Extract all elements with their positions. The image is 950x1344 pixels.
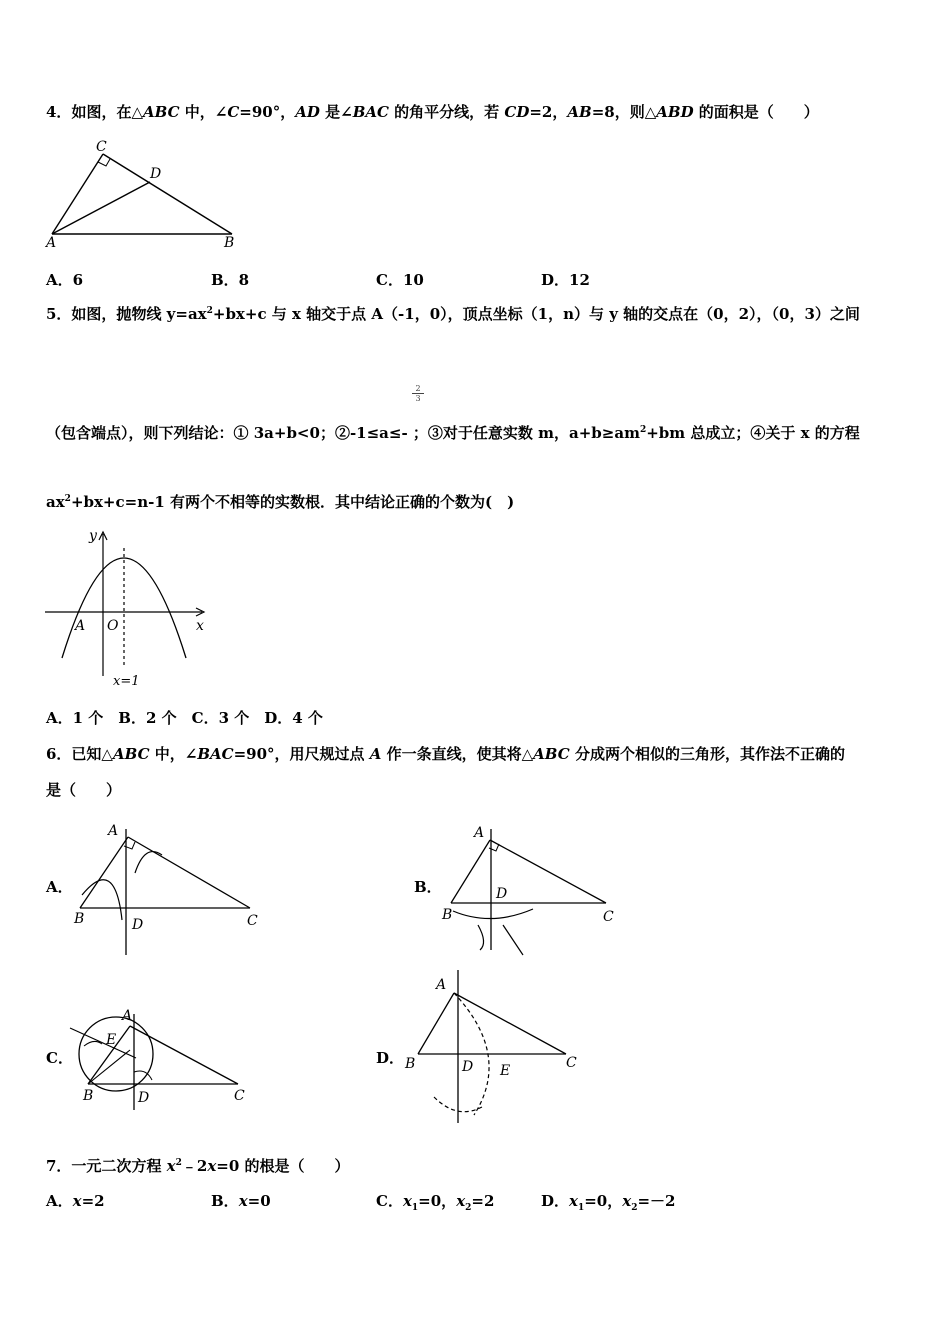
q4-label-a: A — [46, 235, 57, 251]
q4-option-a: A．6 — [46, 271, 84, 289]
q6d-label-d: D — [462, 1059, 474, 1075]
q4-label-d: D — [150, 166, 162, 182]
q5-stem-line2: （包含端点），则下列结论：① 3a+b<0；②-1≤a≤- ；③对于任意实数 m，$a+b\ge am^2+bm$ 总成立；④关于 x 的方程 — [46, 424, 860, 442]
q4-label-b: B — [224, 235, 235, 251]
q4-option-c: C．10 — [376, 271, 424, 289]
q6d-label-e: E — [500, 1063, 511, 1079]
q5-fraction-num: 2 — [415, 384, 421, 393]
q4-triangle-figure — [40, 135, 250, 255]
q6c-label-c: C — [234, 1088, 245, 1104]
q6c-label-b: B — [83, 1088, 94, 1104]
q6a-label-c: C — [247, 913, 258, 929]
q6-stem-line2: 是（ ） — [46, 781, 122, 799]
q6-stem-line1: 6．已知△ABC 中，∠BAC=90°，用尺规过点 A 作一条直线，使其将△ABC 分成两个相似的三角形，其作法不正确的 — [46, 745, 845, 763]
q6b-label-c: C — [603, 909, 614, 925]
q6c-label-e: E — [106, 1032, 117, 1048]
q5-label-axis: x=1 — [113, 674, 140, 689]
q6-option-d-label: D． — [376, 1049, 405, 1067]
q6b-label-d: D — [496, 886, 508, 902]
q6c-label-a: A — [122, 1008, 133, 1024]
q6b-label-a: A — [474, 825, 485, 841]
q6d-label-a: A — [436, 977, 447, 993]
q6d-label-c: C — [566, 1055, 577, 1071]
q5-stem-line3: $ax^2+bx+c=n-1$ 有两个不相等的实数根．其中结论正确的个数为( ) — [46, 493, 515, 511]
q5-label-o: O — [107, 618, 119, 634]
q6a-label-d: D — [132, 917, 144, 933]
q7-option-c: C．$x_1=0$，$x_2=2$ — [376, 1192, 495, 1213]
q6a-label-a: A — [108, 823, 119, 839]
q5-parabola-figure — [40, 528, 215, 688]
q6b-label-b: B — [442, 907, 453, 923]
q7-option-d: D．$x_1=0$，$x_2=-2$ — [541, 1192, 676, 1213]
q5-options: A．1 个 B．2 个 C．3 个 D．4 个 — [46, 709, 323, 727]
q4-label-c: C — [96, 139, 107, 155]
q6-figure-a — [70, 815, 280, 960]
q6-option-b-label: B． — [414, 878, 442, 896]
q5-stem-line1: 5．如图，抛物线 $y=ax^2+bx+c$ 与 x 轴交于点 A（-1，0），顶点坐标（1，n）与 y 轴的交点在（0，2），（0，3）之间 — [46, 305, 860, 323]
q6a-label-b: B — [74, 911, 85, 927]
q6c-label-d: D — [138, 1090, 150, 1106]
q6-figure-d — [402, 965, 592, 1130]
q5-label-y: y — [89, 528, 97, 544]
q6d-label-b: B — [405, 1056, 416, 1072]
q6-option-a-label: A． — [46, 878, 73, 896]
q4-option-d: D．12 — [541, 271, 590, 289]
q4-stem: 4．如图，在△ABC 中，∠C=90°，AD 是∠BAC 的角平分线，若 CD=2，AB=8，则△ABD 的面积是（ ） — [46, 103, 819, 121]
q7-option-a: A．x=2 — [46, 1192, 105, 1210]
q7-option-b: B．x=0 — [211, 1192, 271, 1210]
q5-label-x: x — [196, 618, 204, 634]
q5-label-a: A — [75, 618, 86, 634]
q7-stem: 7．一元二次方程 $x^2﹣2x=0$ 的根是（ ） — [46, 1157, 350, 1175]
q4-option-b: B．8 — [211, 271, 250, 289]
q5-fraction — [412, 384, 424, 403]
q6-option-c-label: C． — [46, 1049, 73, 1067]
q5-fraction-den: 3 — [412, 393, 424, 403]
q6-figure-b — [438, 815, 638, 960]
q6-figure-c — [66, 1000, 266, 1115]
